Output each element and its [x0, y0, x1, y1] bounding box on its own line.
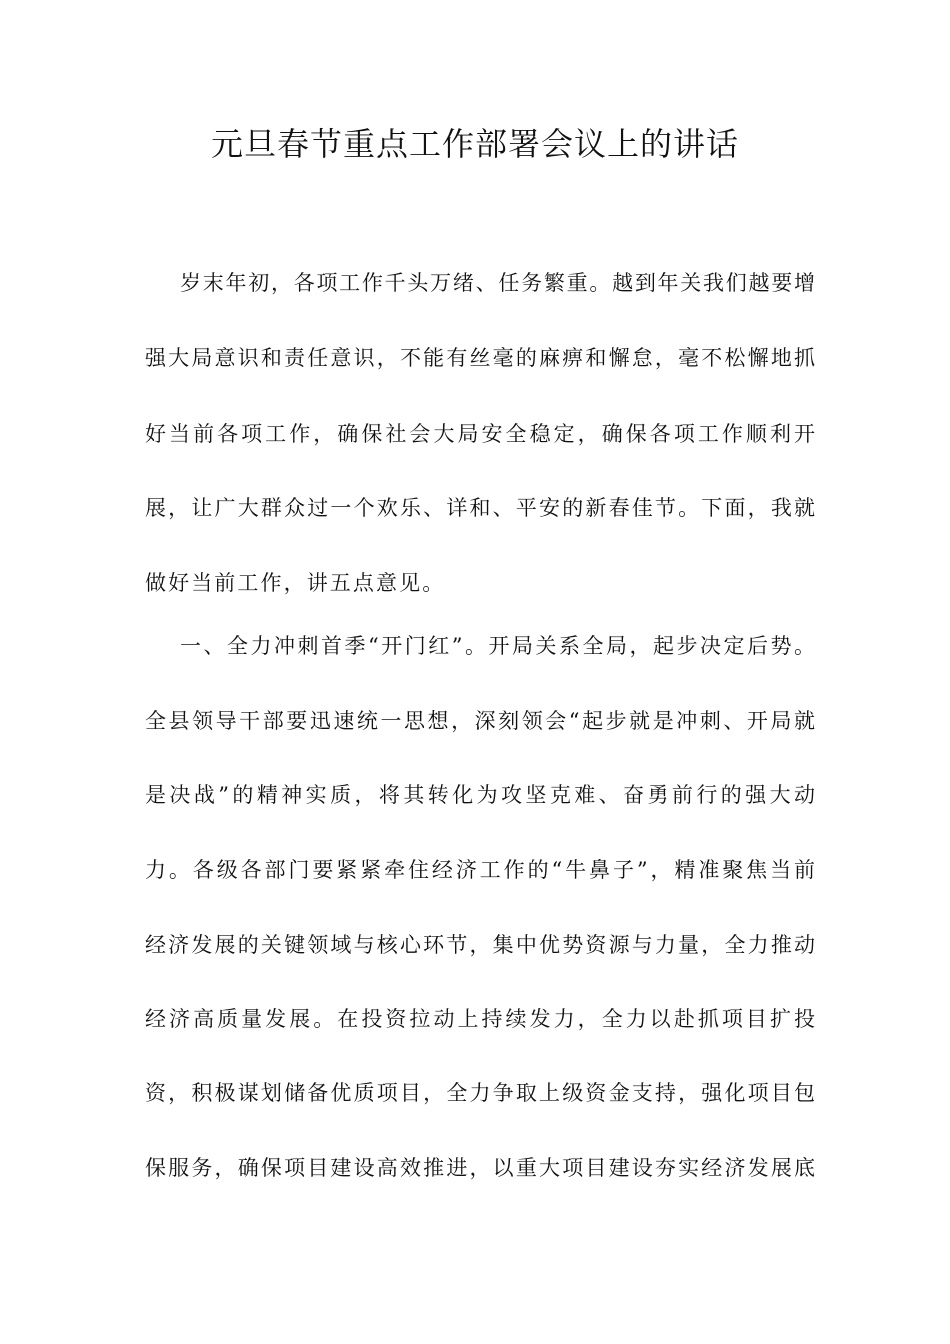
document-title: 元旦春节重点工作部署会议上的讲话 — [210, 125, 739, 163]
paragraph-line: 经济发展的关键领域与核心环节，集中优势资源与力量，全力推动 — [145, 933, 815, 957]
paragraph-line: 资，积极谋划储备优质项目，全力争取上级资金支持，强化项目包 — [145, 1081, 815, 1105]
paragraph-line: 岁末年初，各项工作千头万绪、任务繁重。越到年关我们越要增 — [180, 271, 815, 295]
paragraph-line: 好当前各项工作，确保社会大局安全稳定，确保各项工作顺利开 — [145, 422, 815, 446]
paragraph-line: 全县领导干部要迅速统一思想，深刻领会“起步就是冲刺、开局就 — [145, 709, 815, 733]
paragraph-line: 是决战”的精神实质，将其转化为攻坚克难、奋勇前行的强大动 — [145, 783, 815, 807]
paragraph-line: 保服务，确保项目建设高效推进，以重大项目建设夯实经济发展底 — [145, 1156, 815, 1180]
paragraph-line: 做好当前工作，讲五点意见。 — [145, 571, 446, 595]
paragraph-line: 展，让广大群众过一个欢乐、详和、平安的新春佳节。下面，我就 — [145, 496, 815, 520]
paragraph-line: 强大局意识和责任意识，不能有丝毫的麻痹和懈怠，毫不松懈地抓 — [145, 346, 815, 370]
paragraph-line: 一、全力冲刺首季“开门红”。开局关系全局，起步决定后势。 — [180, 634, 815, 658]
paragraph-line: 经济高质量发展。在投资拉动上持续发力，全力以赴抓项目扩投 — [145, 1007, 815, 1031]
paragraph-line: 力。各级各部门要紧紧牵住经济工作的“牛鼻子”，精准聚焦当前 — [145, 858, 815, 882]
